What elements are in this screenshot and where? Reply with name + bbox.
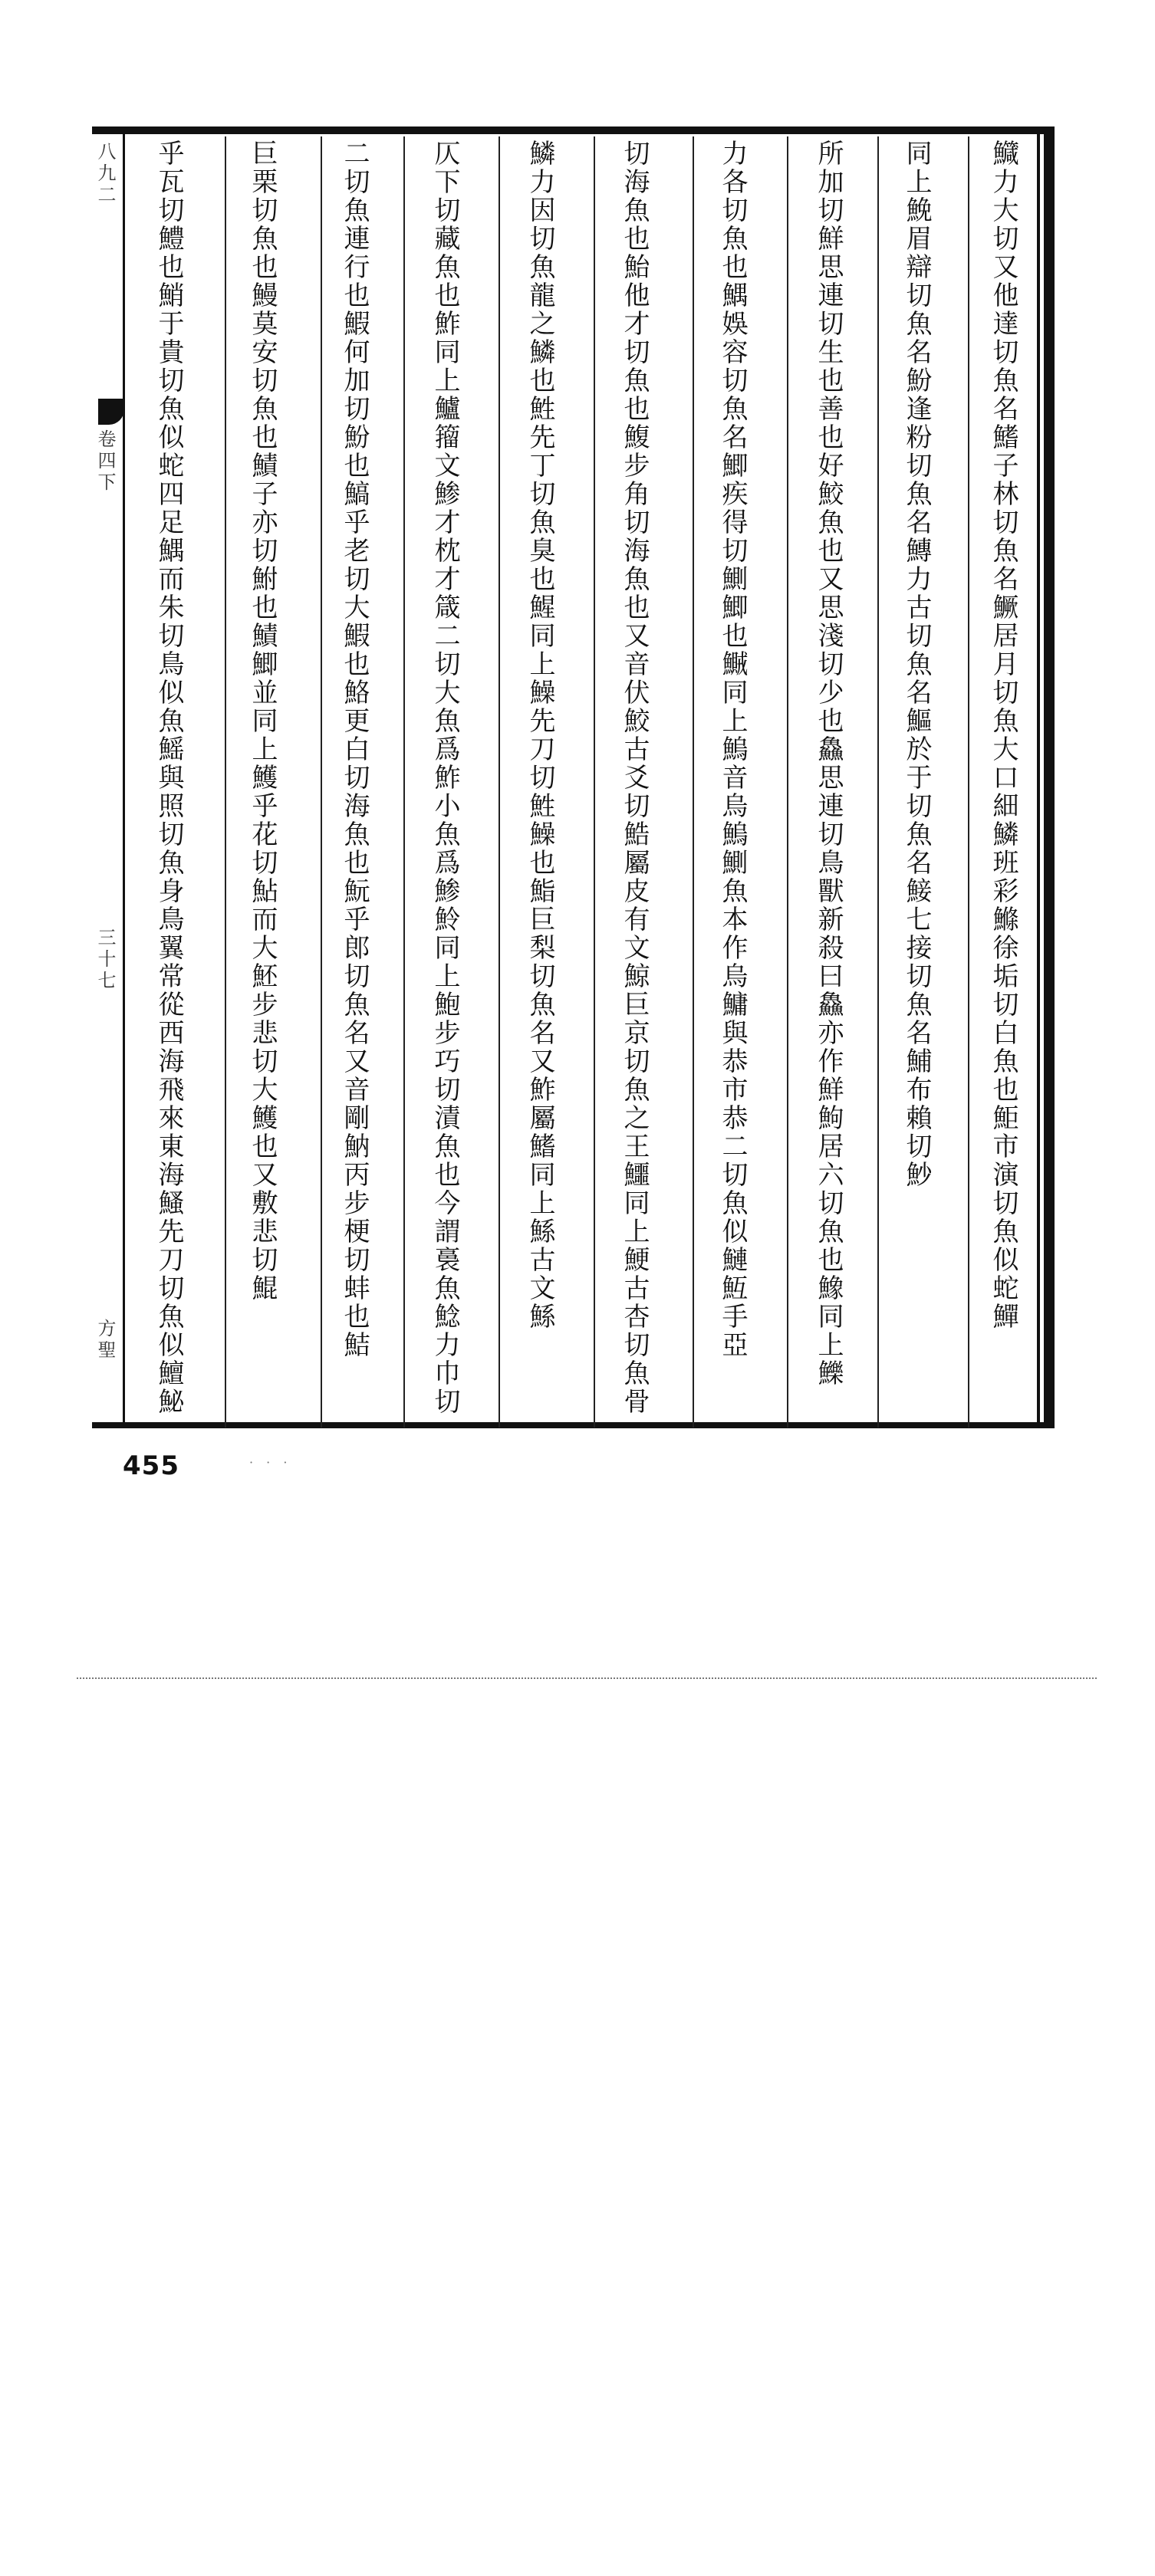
left-margin-rule <box>123 130 125 1424</box>
column-divider <box>403 136 405 1428</box>
text-column-6: 鱗力因切魚龍之鱗也鮏先丁切魚臭也鯹同上鱢先刀切鮏鱢也鮨巨梨切魚名又鮓屬鰭同上鯀古文鯀 <box>525 140 555 1331</box>
scan-noise-line <box>77 1677 1097 1681</box>
margin-page-count: 八九二 <box>94 142 116 206</box>
text-column-4: 力各切魚也鰅娛容切魚名鯽疾得切鰂鯽也鱡同上鰞音烏鰞鰂魚本作烏鱅與恭市恭二切魚似鰱魱手亞 <box>717 140 748 1359</box>
column-divider <box>499 136 500 1428</box>
text-column-8: 二切魚連行也鰕何加切魵也鰝乎老切大鰕也鮥更白切海魚也魭乎郎切魚名又音剛魶丙步梗切蚌也鮚 <box>339 140 370 1359</box>
scan-smudge: · · · <box>249 1455 292 1470</box>
text-column-5: 切海魚也鮐他才切魚也鰒步角切海魚也又音伏鮫古爻切鯌屬皮有文鯨巨京切魚之王鱷同上鯁古杏切魚骨 <box>619 140 650 1416</box>
text-column-7: 仄下切藏魚也鮓同上鱸籀文鯵才枕才箴二切大魚爲鮓小魚爲鯵魿同上鮑步巧切漬魚也今謂裛魚鯰力巾切 <box>429 140 460 1416</box>
margin-section: 卷四下 <box>94 429 116 494</box>
text-column-1: 鱵力大切又他達切魚名鰭子林切魚名鱖居月切魚大口細鱗班彩鰷徐垢切白魚也鮔市演切魚似蛇鱓 <box>988 140 1018 1331</box>
margin-folio: 三十七 <box>94 928 116 992</box>
text-column-10: 乎瓦切鱧也鮹于貴切魚似蛇四足鰅而朱切鳥似魚鰩與照切魚身鳥翼常從西海飛來東海鰠先刀切魚似鱣鮅 <box>153 140 184 1416</box>
margin-bottom-note: 方聖 <box>94 1319 116 1362</box>
text-column-3: 所加切鮮思連切生也善也好鮫魚也又思淺切少也鱻思連切鳥獸新殺曰鱻亦作鮮鮈居六切魚也鱌同上鱳 <box>813 140 844 1388</box>
text-column-2: 同上鮸眉辯切魚名魵逢粉切魚名鱄力古切魚名鰸於于切魚名鯜七接切魚名鯆布賴切魦 <box>901 140 932 1189</box>
column-divider <box>787 136 788 1428</box>
text-column-9: 巨栗切魚也鰻莫安切魚也鰿子亦切鮒也鰿鯽並同上鱯乎花切鮎而大魾步悲切大鱯也又敷悲切鯤 <box>247 140 278 1303</box>
page-number: 455 <box>123 1451 179 1481</box>
column-divider <box>594 136 595 1428</box>
